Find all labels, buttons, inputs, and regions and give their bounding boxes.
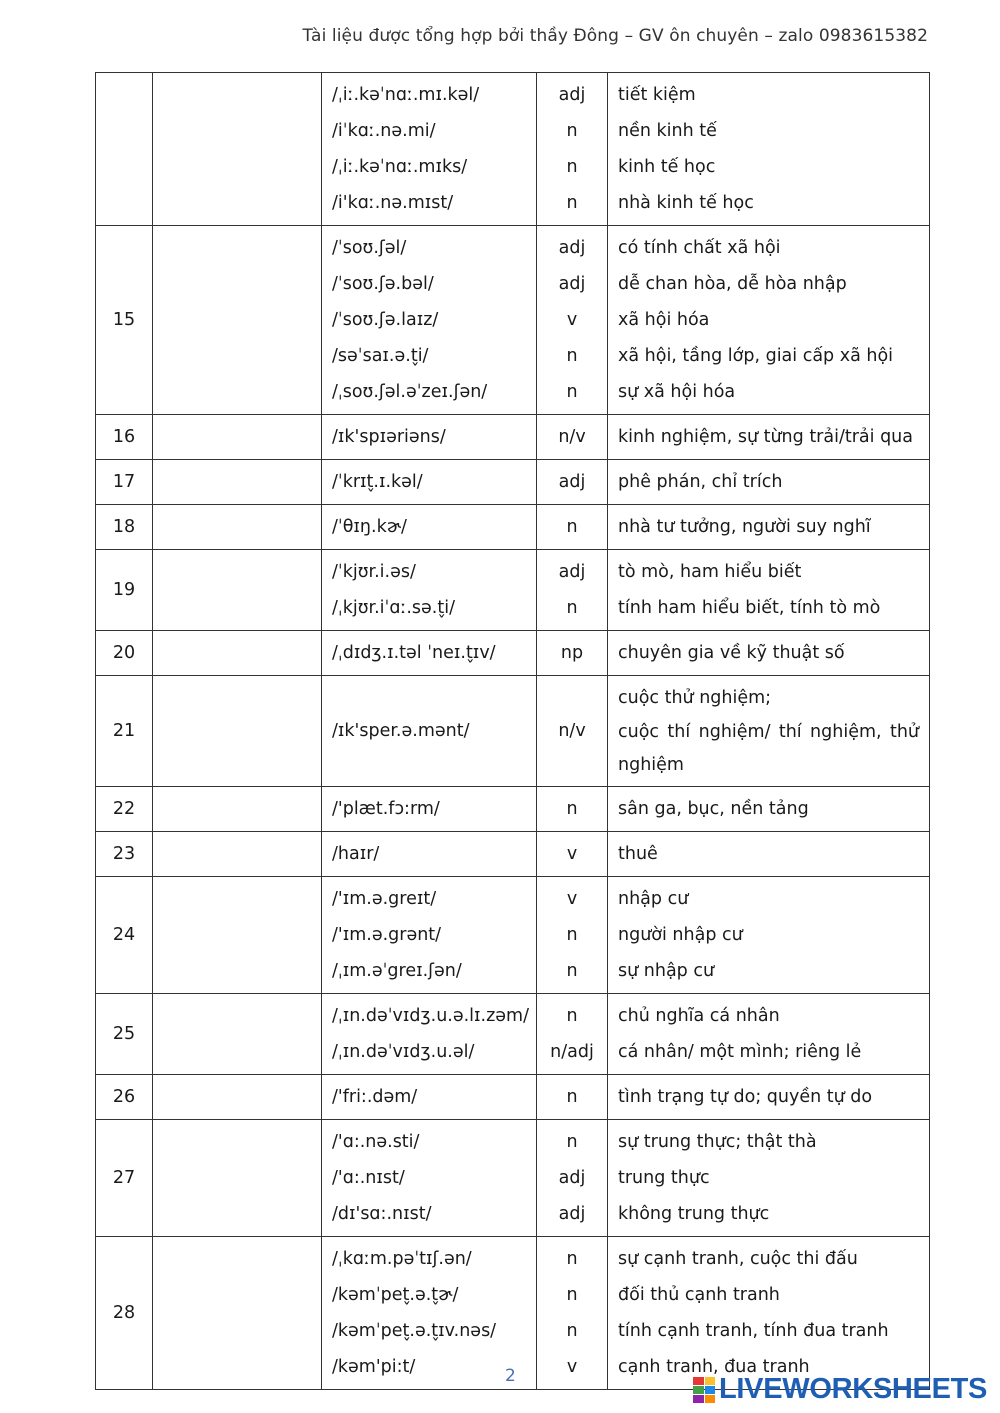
row-number: 19 — [96, 550, 153, 631]
pronunciation-cell — [322, 73, 537, 226]
word-cell — [153, 877, 322, 994]
meaning: chủ nghĩa cá nhân — [618, 1006, 780, 1026]
meaning: nhà kinh tế học — [618, 193, 754, 213]
word-cell — [153, 832, 322, 877]
meaning-cell — [608, 877, 930, 994]
part-of-speech: n — [566, 382, 578, 402]
row-number: 21 — [96, 676, 153, 787]
meaning: người nhập cư — [618, 925, 743, 945]
part-of-speech: n — [566, 598, 578, 618]
pronunciation: /ˌɪm.əˈgreɪ.ʃən/ — [332, 961, 462, 981]
row-number: 16 — [96, 415, 153, 460]
table-row — [96, 631, 930, 676]
word-cell — [153, 505, 322, 550]
pronunciation: /'ɪm.ə.greɪt/ — [332, 889, 437, 909]
word-cell — [153, 415, 322, 460]
part-of-speech: adj — [558, 238, 586, 258]
part-of-speech: np — [560, 643, 584, 663]
pronunciation: /ˈkrɪt̬.ɪ.kəl/ — [332, 472, 423, 492]
meaning-cell — [608, 1120, 930, 1237]
pronunciation: /'fri:.dəm/ — [332, 1087, 418, 1107]
part-of-speech: n/v — [558, 721, 586, 741]
pronunciation: /dɪ'sɑ:.nɪst/ — [332, 1204, 432, 1224]
row-number: 17 — [96, 460, 153, 505]
pronunciation: /ˌiː.kəˈnɑː.mɪ.kəl/ — [332, 85, 480, 105]
part-of-speech: adj — [558, 1204, 586, 1224]
row-number — [96, 73, 153, 226]
table-row — [96, 787, 930, 832]
table-row — [96, 505, 930, 550]
meaning: dễ chan hòa, dễ hòa nhập — [618, 274, 847, 294]
meaning: chuyên gia về kỹ thuật số — [618, 643, 845, 663]
part-of-speech-cell — [537, 994, 608, 1075]
word-cell — [153, 676, 322, 787]
part-of-speech: n — [566, 157, 578, 177]
meaning: phê phán, chỉ trích — [618, 472, 783, 492]
part-of-speech-cell — [537, 676, 608, 787]
liveworksheets-logo-text: LIVEWORKSHEETS — [719, 1373, 988, 1405]
word-cell — [153, 1120, 322, 1237]
meaning: nhập cư — [618, 889, 689, 909]
meaning: cá nhân/ một mình; riêng lẻ — [618, 1042, 862, 1062]
row-number: 25 — [96, 994, 153, 1075]
part-of-speech: n — [566, 1132, 578, 1152]
meaning: tiết kiệm — [618, 85, 696, 105]
part-of-speech: n — [566, 1285, 578, 1305]
meaning-cell — [608, 1075, 930, 1120]
pronunciation-cell — [322, 460, 537, 505]
word-cell — [153, 994, 322, 1075]
pronunciation: /ɪk'spɪəriəns/ — [332, 427, 446, 447]
meaning: sự trung thực; thật thà — [618, 1132, 817, 1152]
word-cell — [153, 787, 322, 832]
pronunciation-cell — [322, 415, 537, 460]
part-of-speech: v — [566, 1357, 578, 1377]
table-row — [96, 832, 930, 877]
part-of-speech: adj — [558, 274, 586, 294]
meaning: tính cạnh tranh, tính đua tranh — [618, 1321, 889, 1341]
meaning-cell — [608, 676, 930, 787]
pronunciation: /'ɑ:.nɪst/ — [332, 1168, 405, 1188]
part-of-speech-cell — [537, 631, 608, 676]
pronunciation: /kəm'pi:t/ — [332, 1357, 416, 1377]
pronunciation: /ˌsoʊ.ʃəl.əˈzeɪ.ʃən/ — [332, 382, 488, 402]
pronunciation: /ˈsoʊ.ʃəl/ — [332, 238, 407, 258]
meaning-cell — [608, 226, 930, 415]
pronunciation: /ˈsoʊ.ʃə.bəl/ — [332, 274, 434, 294]
part-of-speech-cell — [537, 877, 608, 994]
row-number: 24 — [96, 877, 153, 994]
meaning: cạnh tranh, đua tranh — [618, 1357, 810, 1377]
part-of-speech: n/adj — [550, 1042, 594, 1062]
pronunciation: /ˌiː.kəˈnɑː.mɪks/ — [332, 157, 468, 177]
part-of-speech-cell — [537, 226, 608, 415]
part-of-speech: adj — [558, 1168, 586, 1188]
meaning-cell — [608, 415, 930, 460]
pronunciation: /ˈθɪŋ.kɚ/ — [332, 517, 407, 537]
part-of-speech-cell — [537, 550, 608, 631]
meaning-cell — [608, 994, 930, 1075]
meaning: không trung thực — [618, 1204, 770, 1224]
table-row — [96, 1075, 930, 1120]
meaning: trung thực — [618, 1168, 710, 1188]
meaning: tình trạng tự do; quyền tự do — [618, 1087, 873, 1107]
meaning: sân ga, bục, nền tảng — [618, 799, 809, 819]
table-row — [96, 1120, 930, 1237]
meaning: cuộc thí nghiệm/ thí nghiệm, thử nghiệm — [618, 722, 919, 775]
part-of-speech: adj — [558, 472, 586, 492]
meaning-cell — [608, 460, 930, 505]
word-cell — [153, 631, 322, 676]
part-of-speech-cell — [537, 1120, 608, 1237]
table-row — [96, 994, 930, 1075]
part-of-speech: n — [566, 1087, 578, 1107]
meaning-cell — [608, 787, 930, 832]
word-cell — [153, 73, 322, 226]
word-cell — [153, 226, 322, 415]
pronunciation: /ˈkjʊr.i.əs/ — [332, 562, 416, 582]
pronunciation-cell — [322, 1075, 537, 1120]
row-number: 27 — [96, 1120, 153, 1237]
table-row — [96, 676, 930, 787]
pronunciation: /'ɑ:.nə.sti/ — [332, 1132, 420, 1152]
meaning: nhà tư tưởng, người suy nghĩ — [618, 517, 871, 537]
pronunciation: /ˌkɑːm.pəˈtɪʃ.ən/ — [332, 1249, 472, 1269]
row-number: 26 — [96, 1075, 153, 1120]
part-of-speech-cell — [537, 460, 608, 505]
pronunciation: /ˈsoʊ.ʃə.laɪz/ — [332, 310, 439, 330]
meaning: có tính chất xã hội — [618, 238, 781, 258]
part-of-speech: adj — [558, 85, 586, 105]
part-of-speech-cell — [537, 1075, 608, 1120]
part-of-speech: n — [566, 193, 578, 213]
pronunciation-cell — [322, 994, 537, 1075]
meaning: sự xã hội hóa — [618, 382, 736, 402]
meaning: kinh nghiệm, sự từng trải/trải qua — [618, 427, 913, 447]
part-of-speech: n — [566, 799, 578, 819]
part-of-speech: adj — [558, 562, 586, 582]
part-of-speech: n — [566, 1249, 578, 1269]
pronunciation: /kəmˈpet̬.ə.t̬ɚ/ — [332, 1285, 459, 1305]
vocabulary-table — [95, 72, 930, 1390]
pronunciation-cell — [322, 550, 537, 631]
meaning: đối thủ cạnh tranh — [618, 1285, 780, 1305]
word-cell — [153, 1075, 322, 1120]
part-of-speech: n — [566, 925, 578, 945]
meaning: tò mò, ham hiểu biết — [618, 562, 802, 582]
table-row — [96, 460, 930, 505]
part-of-speech: n — [566, 1321, 578, 1341]
meaning: nền kinh tế — [618, 121, 717, 141]
meaning: kinh tế học — [618, 157, 716, 177]
meaning: xã hội, tầng lớp, giai cấp xã hội — [618, 346, 894, 366]
part-of-speech: n — [566, 961, 578, 981]
table-row — [96, 550, 930, 631]
liveworksheets-logo[interactable] — [693, 1373, 987, 1406]
part-of-speech: n — [566, 1006, 578, 1026]
word-cell — [153, 550, 322, 631]
row-number: 15 — [96, 226, 153, 415]
pronunciation-cell — [322, 226, 537, 415]
meaning-cell — [608, 832, 930, 877]
pronunciation: /ˌɪn.dəˈvɪdʒ.u.ə.lɪ.zəm/ — [332, 1006, 529, 1026]
part-of-speech: v — [566, 889, 578, 909]
meaning-cell — [608, 73, 930, 226]
part-of-speech: v — [566, 310, 578, 330]
part-of-speech: v — [566, 844, 578, 864]
part-of-speech-cell — [537, 415, 608, 460]
pronunciation: /ˌɪn.dəˈvɪdʒ.u.əl/ — [332, 1042, 475, 1062]
word-cell — [153, 460, 322, 505]
pronunciation: /'plæt.fɔ:rm/ — [332, 799, 440, 819]
table-row — [96, 73, 930, 226]
table-row — [96, 415, 930, 460]
part-of-speech: n — [566, 517, 578, 537]
table-row — [96, 226, 930, 415]
row-number: 18 — [96, 505, 153, 550]
pronunciation: /ˌkjʊr.iˈɑː.sə.t̬i/ — [332, 598, 455, 618]
meaning-cell — [608, 550, 930, 631]
meaning: sự cạnh tranh, cuộc thi đấu — [618, 1249, 858, 1269]
meaning: xã hội hóa — [618, 310, 710, 330]
pronunciation-cell — [322, 1120, 537, 1237]
meaning: sự nhập cư — [618, 961, 715, 981]
part-of-speech: n — [566, 346, 578, 366]
meaning: thuê — [618, 844, 658, 864]
row-number: 20 — [96, 631, 153, 676]
meaning-cell — [608, 505, 930, 550]
row-number: 28 — [96, 1237, 153, 1390]
part-of-speech-cell — [537, 832, 608, 877]
pronunciation-cell — [322, 877, 537, 994]
table-row — [96, 877, 930, 994]
pronunciation-cell — [322, 787, 537, 832]
meaning: cuộc thử nghiệm; — [618, 688, 772, 708]
pronunciation: /'ɪm.ə.grənt/ — [332, 925, 442, 945]
word-cell — [153, 1237, 322, 1390]
liveworksheets-logo-icon — [693, 1377, 715, 1403]
pronunciation-cell — [322, 676, 537, 787]
document-header: Tài liệu được tổng hợp bởi thầy Đông – GV ôn chuyên – zalo 0983615382 — [302, 26, 928, 46]
pronunciation-cell — [322, 832, 537, 877]
pronunciation-cell — [322, 631, 537, 676]
pronunciation-cell — [322, 505, 537, 550]
part-of-speech-cell — [537, 787, 608, 832]
pronunciation: /ˌdɪdʒ.ɪ.təl ˈneɪ.t̬ɪv/ — [332, 643, 496, 663]
pronunciation: /səˈsaɪ.ə.t̬i/ — [332, 346, 429, 366]
pronunciation: /kəmˈpet̬.ə.t̬ɪv.nəs/ — [332, 1321, 497, 1341]
pronunciation: /i'kɑː.nə.mɪst/ — [332, 193, 454, 213]
part-of-speech: n/v — [558, 427, 586, 447]
pronunciation: /ɪk'sper.ə.mənt/ — [332, 721, 470, 741]
row-number: 22 — [96, 787, 153, 832]
row-number: 23 — [96, 832, 153, 877]
page-number: 2 — [505, 1366, 516, 1386]
pronunciation: /iˈkɑː.nə.mi/ — [332, 121, 436, 141]
part-of-speech-cell — [537, 73, 608, 226]
meaning-cell — [608, 631, 930, 676]
pronunciation: /haɪr/ — [332, 844, 380, 864]
meaning-cell — [608, 1237, 930, 1390]
part-of-speech-cell — [537, 505, 608, 550]
part-of-speech-cell — [537, 1237, 608, 1390]
part-of-speech: n — [566, 121, 578, 141]
meaning: tính ham hiểu biết, tính tò mò — [618, 598, 881, 618]
